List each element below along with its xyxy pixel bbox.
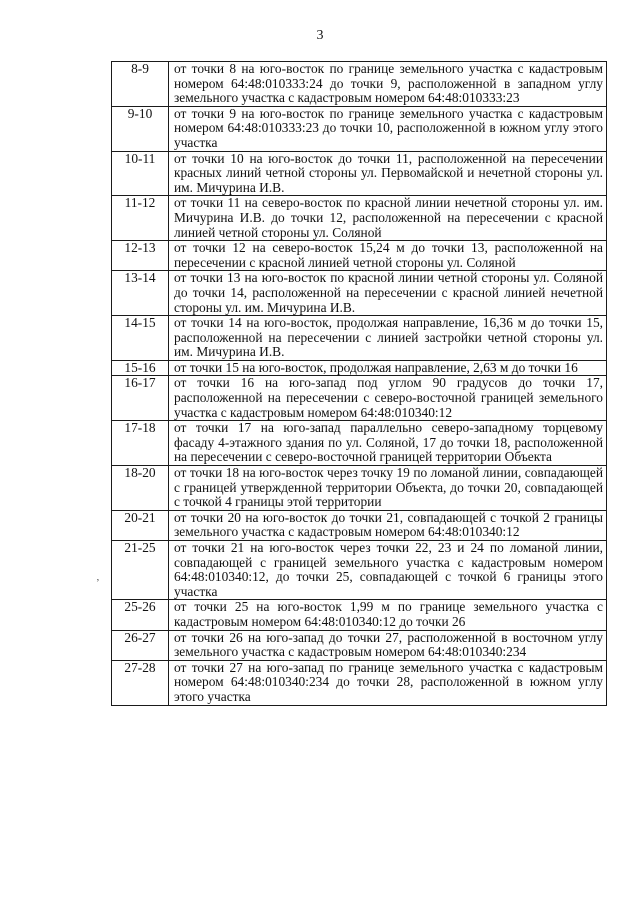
- table-row: [112, 466, 607, 511]
- description-cell: от точки 10 на юго-восток до точки 11, расположенной на пересечении красных линий четной стороны ул. Первомайской и нечетной стороны ул. им. Мичурина И.В.: [169, 151, 607, 196]
- boundary-table-body: [112, 62, 607, 706]
- table-row: [112, 360, 607, 376]
- segment-cell: 20-21: [112, 510, 169, 540]
- segment-cell: 15-16: [112, 360, 169, 376]
- table-row: [112, 106, 607, 151]
- description-cell: от точки 11 на северо-восток по красной линии нечетной стороны ул. им. Мичурина И.В. до точки 12, расположенной на пересечении с красной линией четной стороны ул. Соляной: [169, 196, 607, 241]
- table-row: [112, 541, 607, 600]
- table-row: [112, 62, 607, 107]
- description-cell: от точки 18 на юго-восток через точку 19 по ломаной линии, совпадающей с границей утвержденной территории Объекта, до точки 20, совпадающей с точкой 4 границы этой территории: [169, 466, 607, 511]
- scan-mark: ‚: [96, 571, 100, 583]
- description-cell: от точки 25 на юго-восток 1,99 м по границе земельного участка с кадастровым номером 64:48:010340:12 до точки 26: [169, 600, 607, 630]
- segment-cell: 11-12: [112, 196, 169, 241]
- description-cell: от точки 16 на юго-запад под углом 90 градусов до точки 17, расположенной на пересечении с северо-восточной границей земельного участка с кадастровым номером 64:48:010340:12: [169, 376, 607, 421]
- description-cell: от точки 27 на юго-запад по границе земельного участка с кадастровым номером 64:48:010340:234 до точки 28, расположенной в южном углу этого участка: [169, 660, 607, 705]
- segment-cell: 21-25: [112, 541, 169, 600]
- segment-cell: 8-9: [112, 62, 169, 107]
- description-cell: от точки 8 на юго-восток по границе земельного участка с кадастровым номером 64:48:010333:24 до точки 9, расположенной в западном углу земельного участка с кадастровым номером 64:48:010333:23: [169, 62, 607, 107]
- page-number: 3: [316, 28, 324, 43]
- table-row: [112, 271, 607, 316]
- boundary-table: [111, 61, 607, 706]
- description-cell: от точки 14 на юго-восток, продолжая направление, 16,36 м до точки 15, расположенной на пересечении с линией застройки четной стороны ул. им. Мичурина И.В.: [169, 316, 607, 361]
- description-cell: от точки 15 на юго-восток, продолжая направление, 2,63 м до точки 16: [169, 360, 607, 376]
- segment-cell: 16-17: [112, 376, 169, 421]
- table-row: [112, 151, 607, 196]
- segment-cell: 17-18: [112, 421, 169, 466]
- table-row: [112, 196, 607, 241]
- description-cell: от точки 20 на юго-восток до точки 21, совпадающей с точкой 2 границы земельного участка с кадастровым номером 64:48:010340:12: [169, 510, 607, 540]
- table-row: [112, 376, 607, 421]
- segment-cell: 10-11: [112, 151, 169, 196]
- table-row: [112, 316, 607, 361]
- segment-cell: 12-13: [112, 241, 169, 271]
- segment-cell: 26-27: [112, 630, 169, 660]
- description-cell: от точки 17 на юго-запад параллельно северо-западному торцевому фасаду 4-этажного здания по ул. Соляной, 17 до точки 18, расположенной на пересечении с северо-восточной границей территории Объекта: [169, 421, 607, 466]
- segment-cell: 18-20: [112, 466, 169, 511]
- table-row: [112, 630, 607, 660]
- segment-cell: 13-14: [112, 271, 169, 316]
- segment-cell: 25-26: [112, 600, 169, 630]
- table-row: [112, 510, 607, 540]
- table-row: [112, 600, 607, 630]
- segment-cell: 14-15: [112, 316, 169, 361]
- description-cell: от точки 13 на юго-восток по красной линии четной стороны ул. Соляной до точки 14, расположенной на пересечении с красной линией нечетной стороны ул. им. Мичурина И.В.: [169, 271, 607, 316]
- segment-cell: 9-10: [112, 106, 169, 151]
- table-row: [112, 421, 607, 466]
- description-cell: от точки 26 на юго-запад до точки 27, расположенной в восточном углу земельного участка с кадастровым номером 64:48:010340:234: [169, 630, 607, 660]
- table-row: [112, 660, 607, 705]
- description-cell: от точки 12 на северо-восток 15,24 м до точки 13, расположенной на пересечении с красной линией четной стороны ул. Соляной: [169, 241, 607, 271]
- description-cell: от точки 21 на юго-восток через точки 22, 23 и 24 по ломаной линии, совпадающей с границей земельного участка с кадастровым номером 64:48:010340:12, до точки 25, совпадающей с точкой 6 границы этого участка: [169, 541, 607, 600]
- description-cell: от точки 9 на юго-восток по границе земельного участка с кадастровым номером 64:48:010333:23 до точки 10, расположенной в южном углу этого участка: [169, 106, 607, 151]
- table-row: [112, 241, 607, 271]
- segment-cell: 27-28: [112, 660, 169, 705]
